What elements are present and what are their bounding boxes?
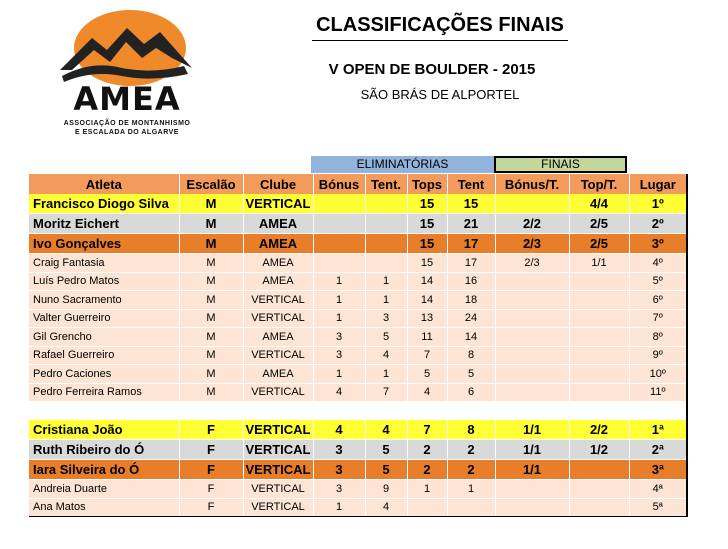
spacer-cell <box>29 402 179 421</box>
cell-tent2: 21 <box>447 214 495 234</box>
cell-top-t: 4/4 <box>569 194 629 214</box>
cell-tops: 15 <box>407 214 447 234</box>
cell-bonus-t: 1/1 <box>495 460 569 480</box>
cell-tent2: 2 <box>447 460 495 480</box>
cell-bonus: 4 <box>313 383 365 402</box>
cell-atleta: Pedro Ferreira Ramos <box>29 383 179 402</box>
cell-clube: VERTICAL <box>243 498 313 517</box>
spacer-cell <box>243 402 313 421</box>
column-header-clube: Clube <box>243 174 313 194</box>
cell-bonus-t: 1/1 <box>495 440 569 460</box>
cell-bonus: 1 <box>313 498 365 517</box>
cell-tent: 3 <box>365 309 407 328</box>
cell-tent: 4 <box>365 420 407 440</box>
cell-tops: 14 <box>407 291 447 310</box>
cell-escalao: F <box>179 460 243 480</box>
column-header-bonus: Bónus <box>313 174 365 194</box>
spacer-cell <box>569 402 629 421</box>
cell-top-t <box>569 291 629 310</box>
cell-tent2: 14 <box>447 328 495 347</box>
cell-top-t <box>569 272 629 291</box>
cell-atleta: Andreia Duarte <box>29 480 179 499</box>
cell-bonus: 3 <box>313 480 365 499</box>
column-header-top-t: Top/T. <box>569 174 629 194</box>
column-header-lugar: Lugar <box>629 174 687 194</box>
cell-top-t <box>569 480 629 499</box>
cell-bonus: 1 <box>313 272 365 291</box>
cell-bonus-t <box>495 194 569 214</box>
cell-lugar: 6º <box>629 291 687 310</box>
cell-bonus <box>313 194 365 214</box>
cell-escalao: F <box>179 480 243 499</box>
cell-escalao: M <box>179 194 243 214</box>
cell-bonus-t <box>495 328 569 347</box>
cell-tent2: 6 <box>447 383 495 402</box>
cell-clube: VERTICAL <box>243 346 313 365</box>
cell-tent <box>365 234 407 254</box>
cell-tent2: 5 <box>447 365 495 384</box>
cell-tent: 5 <box>365 328 407 347</box>
cell-clube: VERTICAL <box>243 309 313 328</box>
cell-tops: 7 <box>407 420 447 440</box>
table-row <box>29 440 687 460</box>
cell-escalao: F <box>179 498 243 517</box>
table-row <box>29 346 687 365</box>
cell-lugar: 7º <box>629 309 687 328</box>
cell-lugar: 3ª <box>629 460 687 480</box>
cell-bonus <box>313 234 365 254</box>
cell-tops: 2 <box>407 440 447 460</box>
spacer-cell <box>629 402 687 421</box>
cell-escalao: M <box>179 309 243 328</box>
table-row <box>29 480 687 499</box>
cell-clube: AMEA <box>243 365 313 384</box>
cell-escalao: M <box>179 346 243 365</box>
table-row <box>29 272 687 291</box>
cell-bonus: 1 <box>313 309 365 328</box>
cell-tops: 7 <box>407 346 447 365</box>
cell-bonus-t <box>495 365 569 384</box>
cell-top-t <box>569 365 629 384</box>
cell-atleta: Craig Fantasia <box>29 254 179 273</box>
cell-tent: 9 <box>365 480 407 499</box>
cell-tops: 14 <box>407 272 447 291</box>
cell-top-t <box>569 460 629 480</box>
cell-tops: 15 <box>407 254 447 273</box>
event-location: SÃO BRÁS DE ALPORTEL <box>360 87 520 102</box>
table-row <box>29 214 687 234</box>
cell-lugar: 5º <box>629 272 687 291</box>
cell-tent: 1 <box>365 291 407 310</box>
cell-tent: 4 <box>365 346 407 365</box>
cell-bonus: 1 <box>313 365 365 384</box>
cell-tops: 1 <box>407 480 447 499</box>
cell-escalao: F <box>179 440 243 460</box>
cell-atleta: Valter Guerreiro <box>29 309 179 328</box>
column-header-escalao: Escalão <box>179 174 243 194</box>
table-row <box>29 291 687 310</box>
cell-bonus-t: 2/2 <box>495 214 569 234</box>
cell-tent2 <box>447 498 495 517</box>
cell-clube: VERTICAL <box>243 420 313 440</box>
cell-tent <box>365 214 407 234</box>
cell-top-t <box>569 498 629 517</box>
cell-lugar: 5ª <box>629 498 687 517</box>
cell-tops <box>407 498 447 517</box>
cell-bonus-t <box>495 346 569 365</box>
cell-clube: AMEA <box>243 328 313 347</box>
cell-escalao: F <box>179 420 243 440</box>
column-header-atleta: Atleta <box>29 174 179 194</box>
cell-tent: 5 <box>365 460 407 480</box>
cell-bonus <box>313 214 365 234</box>
mountain-sun-logo-icon <box>52 8 202 88</box>
cell-lugar: 11º <box>629 383 687 402</box>
cell-tops: 11 <box>407 328 447 347</box>
event-name: V OPEN DE BOULDER - 2015 <box>328 61 536 78</box>
cell-bonus: 3 <box>313 328 365 347</box>
cell-clube: VERTICAL <box>243 383 313 402</box>
cell-atleta: Francisco Diogo Silva <box>29 194 179 214</box>
cell-clube: AMEA <box>243 254 313 273</box>
cell-bonus: 3 <box>313 440 365 460</box>
cell-lugar: 10º <box>629 365 687 384</box>
cell-lugar: 1ª <box>629 420 687 440</box>
cell-escalao: M <box>179 291 243 310</box>
cell-escalao: M <box>179 328 243 347</box>
column-header-tent: Tent. <box>365 174 407 194</box>
cell-tent2: 1 <box>447 480 495 499</box>
eliminatorias-group-header: ELIMINATÓRIAS <box>311 156 494 173</box>
logo-subtitle-line2: E ESCALADA DO ALGARVE <box>75 129 179 136</box>
cell-tent2: 24 <box>447 309 495 328</box>
title-underline <box>312 40 568 41</box>
cell-clube: AMEA <box>243 234 313 254</box>
cell-clube: VERTICAL <box>243 480 313 499</box>
amea-logo <box>52 8 202 138</box>
cell-bonus-t <box>495 498 569 517</box>
spacer-cell <box>313 402 365 421</box>
cell-escalao: M <box>179 234 243 254</box>
cell-atleta: Pedro Caciones <box>29 365 179 384</box>
cell-atleta: Moritz Eichert <box>29 214 179 234</box>
table-row <box>29 420 687 440</box>
cell-clube: VERTICAL <box>243 291 313 310</box>
logo-subtitle-line1: ASSOCIAÇÃO DE MONTANHISMO <box>63 120 191 127</box>
cell-bonus: 3 <box>313 346 365 365</box>
cell-bonus-t: 2/3 <box>495 254 569 273</box>
cell-top-t <box>569 309 629 328</box>
cell-lugar: 2ª <box>629 440 687 460</box>
cell-bonus: 1 <box>313 291 365 310</box>
cell-escalao: M <box>179 272 243 291</box>
column-header-tent2: Tent <box>447 174 495 194</box>
cell-tops: 15 <box>407 234 447 254</box>
cell-atleta: Rafael Guerreiro <box>29 346 179 365</box>
cell-tent2: 8 <box>447 420 495 440</box>
table-row <box>29 254 687 273</box>
table-row <box>29 194 687 214</box>
cell-atleta: Iara Silveira do Ó <box>29 460 179 480</box>
table-row <box>29 365 687 384</box>
cell-lugar: 8º <box>629 328 687 347</box>
results-table <box>29 174 688 517</box>
cell-tent <box>365 254 407 273</box>
cell-tent2: 17 <box>447 254 495 273</box>
table-row <box>29 234 687 254</box>
cell-bonus-t: 2/3 <box>495 234 569 254</box>
cell-atleta: Nuno Sacramento <box>29 291 179 310</box>
cell-top-t: 2/5 <box>569 234 629 254</box>
cell-tops: 2 <box>407 460 447 480</box>
cell-tent2: 18 <box>447 291 495 310</box>
logo-name: AMEA <box>73 80 181 118</box>
table-row <box>29 328 687 347</box>
table-row <box>29 383 687 402</box>
cell-bonus-t <box>495 291 569 310</box>
cell-tent: 4 <box>365 498 407 517</box>
cell-atleta: Ivo Gonçalves <box>29 234 179 254</box>
cell-tent: 5 <box>365 440 407 460</box>
spacer-cell <box>179 402 243 421</box>
cell-lugar: 3º <box>629 234 687 254</box>
table-bottom-border <box>29 516 687 517</box>
cell-tent <box>365 194 407 214</box>
cell-atleta: Ruth Ribeiro do Ó <box>29 440 179 460</box>
cell-tent2: 8 <box>447 346 495 365</box>
cell-tent2: 17 <box>447 234 495 254</box>
cell-tops: 13 <box>407 309 447 328</box>
cell-tops: 15 <box>407 194 447 214</box>
cell-bonus-t: 1/1 <box>495 420 569 440</box>
cell-tent: 1 <box>365 272 407 291</box>
cell-tops: 5 <box>407 365 447 384</box>
cell-bonus: 4 <box>313 420 365 440</box>
cell-lugar: 9º <box>629 346 687 365</box>
cell-atleta: Ana Matos <box>29 498 179 517</box>
spacer-cell <box>447 402 495 421</box>
cell-bonus-t <box>495 309 569 328</box>
cell-clube: AMEA <box>243 272 313 291</box>
column-header-tops: Tops <box>407 174 447 194</box>
cell-tent: 7 <box>365 383 407 402</box>
cell-atleta: Gil Grencho <box>29 328 179 347</box>
cell-tent2: 15 <box>447 194 495 214</box>
column-header-bonus-t: Bónus/T. <box>495 174 569 194</box>
cell-top-t: 2/5 <box>569 214 629 234</box>
cell-lugar: 4º <box>629 254 687 273</box>
table-row <box>29 309 687 328</box>
cell-atleta: Luís Pedro Matos <box>29 272 179 291</box>
cell-tent2: 2 <box>447 440 495 460</box>
cell-clube: VERTICAL <box>243 440 313 460</box>
cell-escalao: M <box>179 383 243 402</box>
cell-lugar: 1º <box>629 194 687 214</box>
table-header-row <box>29 174 687 194</box>
spacer-cell <box>407 402 447 421</box>
cell-atleta: Cristiana João <box>29 420 179 440</box>
cell-clube: VERTICAL <box>243 194 313 214</box>
cell-bonus-t <box>495 480 569 499</box>
spacer-cell <box>365 402 407 421</box>
cell-tops: 4 <box>407 383 447 402</box>
section-spacer <box>29 402 687 421</box>
table-row <box>29 460 687 480</box>
cell-tent2: 16 <box>447 272 495 291</box>
cell-tent: 1 <box>365 365 407 384</box>
cell-escalao: M <box>179 214 243 234</box>
cell-escalao: M <box>179 254 243 273</box>
cell-bonus: 3 <box>313 460 365 480</box>
table-row <box>29 498 687 517</box>
cell-lugar: 4ª <box>629 480 687 499</box>
cell-top-t: 2/2 <box>569 420 629 440</box>
cell-bonus-t <box>495 383 569 402</box>
cell-top-t: 1/1 <box>569 254 629 273</box>
page-title: CLASSIFICAÇÕES FINAIS <box>316 14 564 36</box>
cell-top-t <box>569 383 629 402</box>
cell-bonus-t <box>495 272 569 291</box>
cell-top-t: 1/2 <box>569 440 629 460</box>
spacer-cell <box>495 402 569 421</box>
cell-clube: VERTICAL <box>243 460 313 480</box>
cell-top-t <box>569 328 629 347</box>
finais-group-header: FINAIS <box>494 156 627 173</box>
cell-top-t <box>569 346 629 365</box>
cell-lugar: 2º <box>629 214 687 234</box>
cell-clube: AMEA <box>243 214 313 234</box>
cell-escalao: M <box>179 365 243 384</box>
cell-bonus <box>313 254 365 273</box>
